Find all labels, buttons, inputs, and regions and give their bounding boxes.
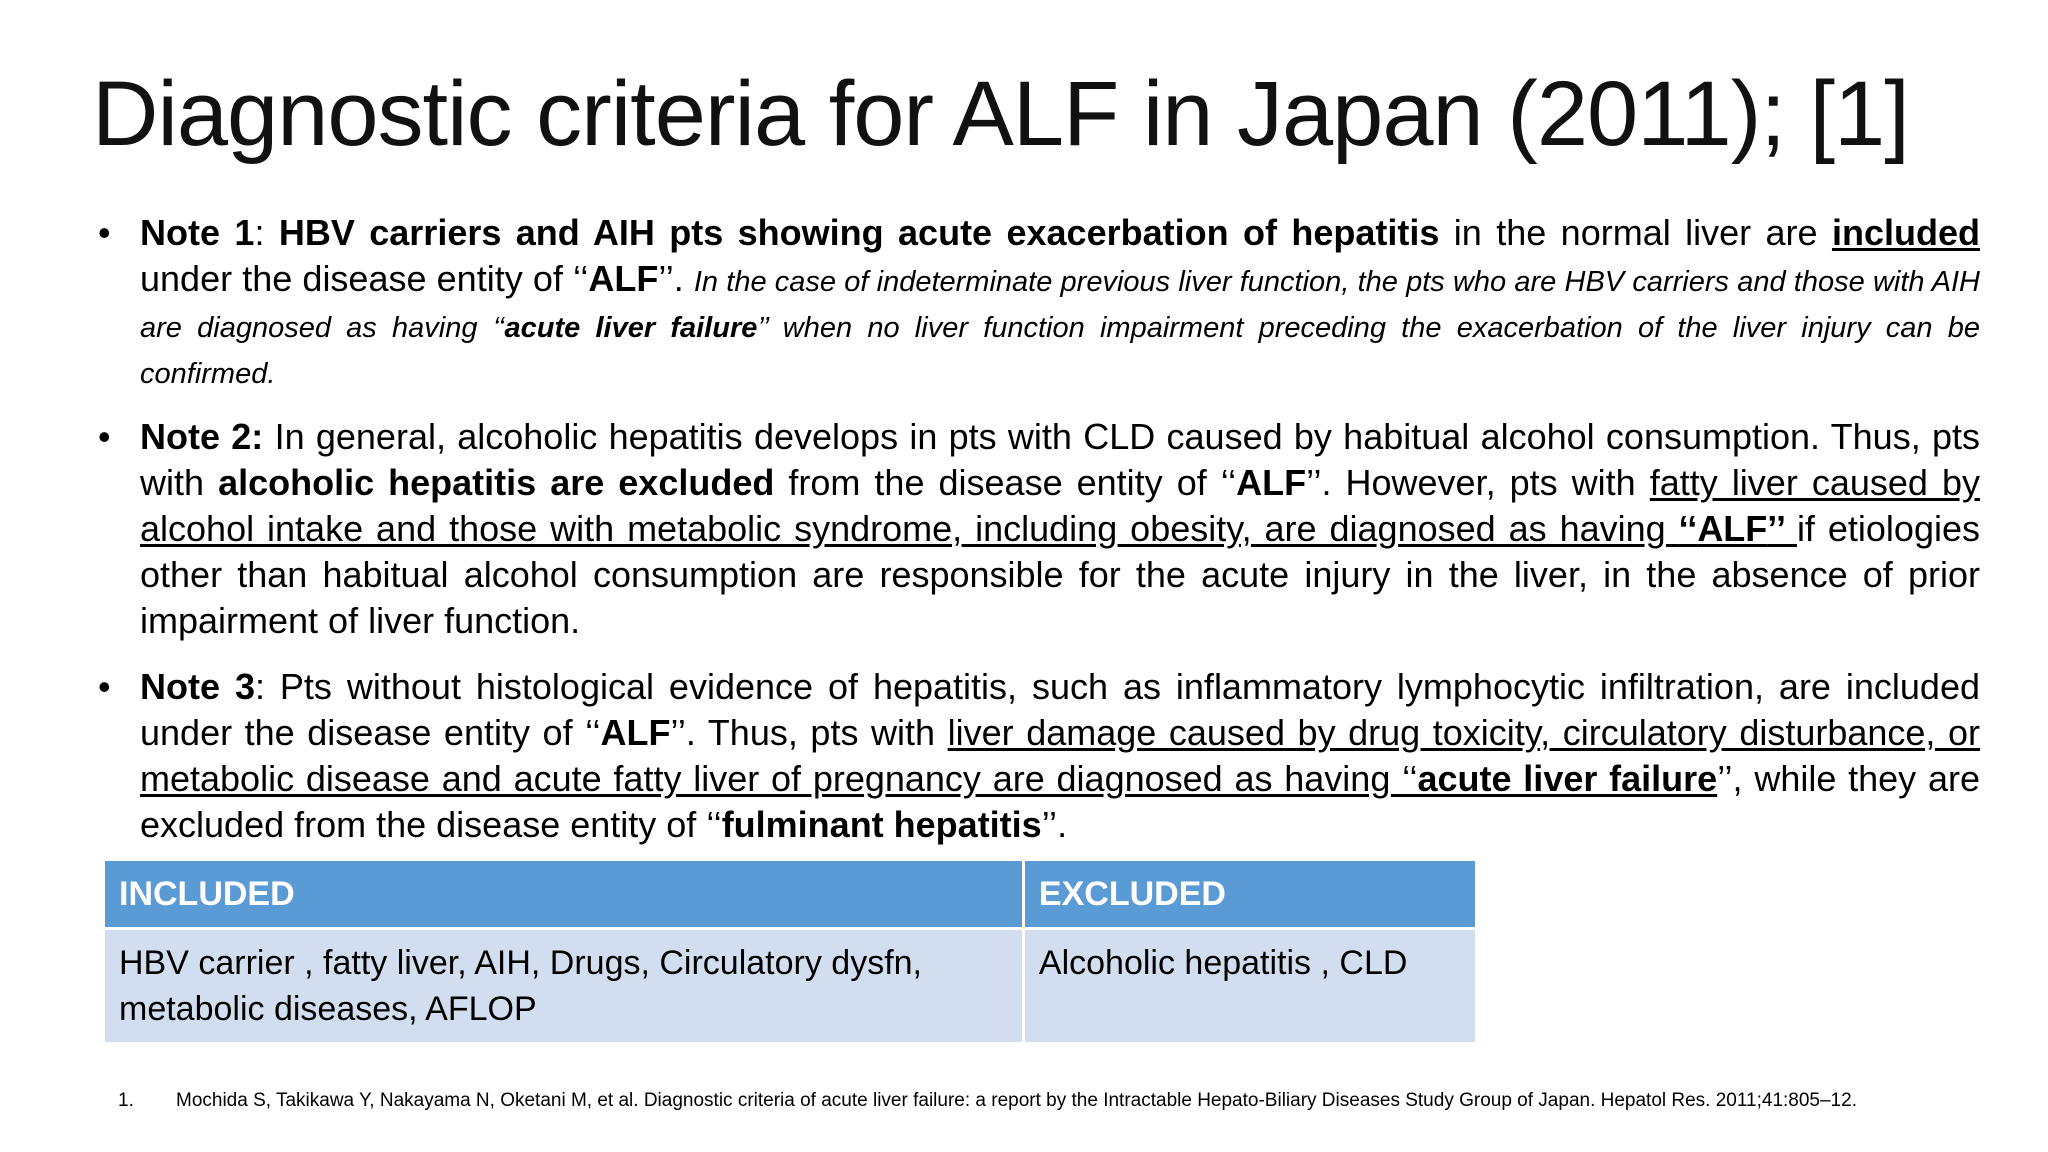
note-3-underlined-bold: acute liver failure	[1417, 758, 1718, 799]
note-3-underlined-a: liver damage caused by drug toxicity, circulatory disturbance, or metabolic disease and acute fatty liver of pregnancy are diagnosed as having ‘‘	[140, 712, 1981, 799]
note-3-text	[140, 664, 1980, 848]
note-1-italic-quote-close: ’’	[757, 312, 768, 344]
notes-list	[140, 210, 1980, 868]
note-3-text-b: . Thus, pts with	[685, 712, 948, 753]
cell-included: HBV carrier , fatty liver, AIH, Drugs, Circulatory dysfn, metabolic diseases, AFLOP	[104, 929, 1024, 1044]
note-1-italic-bold: acute liver failure	[504, 312, 758, 344]
note-3-quote-close-2: ’’	[1041, 804, 1058, 845]
note-3	[140, 664, 1980, 848]
note-2-underlined-quote-close: ’’	[1767, 508, 1797, 549]
note-1-quote-close: ’’	[658, 258, 674, 299]
note-1-colon: :	[254, 212, 279, 253]
reference-text: Mochida S, Takikawa Y, Nakayama N, Oketani M, et al. Diagnostic criteria of acute liver failure: a report by the Intractable Hepato-Biliary Diseases Study Group of Japan. Hepatol Res. 2011;41:805–12.	[176, 1090, 1857, 1111]
note-2	[140, 414, 1980, 644]
note-1-italic-b: when no liver function impairment preceding the exacerbation of the liver injury can be confirmed.	[140, 312, 1981, 390]
note-1-label: Note 1	[140, 212, 255, 253]
note-3-fulminant: fulminant hepatitis	[721, 804, 1042, 845]
header-included: INCLUDED	[104, 860, 1024, 929]
note-2-text-a: In general, alcoholic hepatitis develops in pts with CLD caused by habitual alcohol consumption. Thus, pts with	[140, 416, 1981, 503]
note-1-text	[140, 210, 1980, 394]
included-excluded-table	[102, 858, 1478, 1045]
note-1-text-c: .	[673, 258, 694, 299]
note-2-alf: ALF	[1236, 462, 1307, 503]
note-2-label: Note 2:	[140, 416, 264, 457]
note-3-text-a: Pts without histological evidence of hepatitis, such as inflammatory lymphocytic infiltration, are included under the disease entity of	[140, 666, 1980, 753]
table-row	[104, 929, 1477, 1044]
note-2-underlined-quote-open: ‘‘	[1678, 508, 1698, 549]
note-1-italic-a: In the case of indeterminate previous liver function, the pts who are HBV carriers and those with AIH are diagnosed as having	[140, 266, 1980, 344]
note-2-text-b: from the disease entity of	[774, 462, 1221, 503]
note-3-alf: ALF	[600, 712, 671, 753]
note-1-quote-open: ‘‘	[573, 258, 589, 299]
slide-title: Diagnostic criteria for ALF in Japan (2011); [1]	[92, 63, 1909, 165]
note-3-colon: :	[254, 666, 280, 707]
header-excluded: EXCLUDED	[1023, 860, 1476, 929]
note-3-text-d: .	[1057, 804, 1068, 845]
note-1-text-b: under the disease entity of	[140, 258, 574, 299]
note-2-text-d: if etiologies other than habitual alcohol consumption are responsible for the acute injury in the liver, in the absence of prior impairment of liver function.	[140, 508, 1980, 641]
note-1-bold: HBV carriers and AIH pts showing acute exacerbation of hepatitis	[278, 212, 1440, 253]
note-3-text-c: ’’, while they are excluded from the disease entity of	[140, 758, 1980, 845]
note-2-quote-open: ‘‘	[1220, 462, 1237, 503]
reference	[118, 1090, 1998, 1112]
note-2-underlined-a: fatty liver caused by alcohol intake and those with metabolic syndrome, including obesity, are diagnosed as having	[140, 462, 1980, 549]
table-header-row	[104, 860, 1477, 929]
note-3-quote-close: ’’	[670, 712, 686, 753]
note-1-text-a: in the normal liver are	[1439, 212, 1832, 253]
note-1	[140, 210, 1980, 394]
note-1-italic-quote-open: ‘‘	[492, 312, 505, 344]
note-3-quote-open: ‘‘	[585, 712, 601, 753]
note-1-included: included	[1831, 212, 1980, 253]
note-2-quote-close: ’’	[1306, 462, 1322, 503]
note-2-text-c: . However, pts with	[1321, 462, 1650, 503]
note-3-quote-open-2: ‘‘	[706, 804, 722, 845]
note-3-label: Note 3	[140, 666, 255, 707]
note-1-alf: ALF	[588, 258, 659, 299]
note-2-underlined-alf: ALF	[1697, 508, 1768, 549]
reference-number: 1.	[118, 1090, 134, 1111]
note-2-text	[140, 414, 1980, 644]
note-2-bold: alcoholic hepatitis are excluded	[218, 462, 775, 503]
cell-excluded: Alcoholic hepatitis , CLD	[1023, 929, 1476, 1044]
